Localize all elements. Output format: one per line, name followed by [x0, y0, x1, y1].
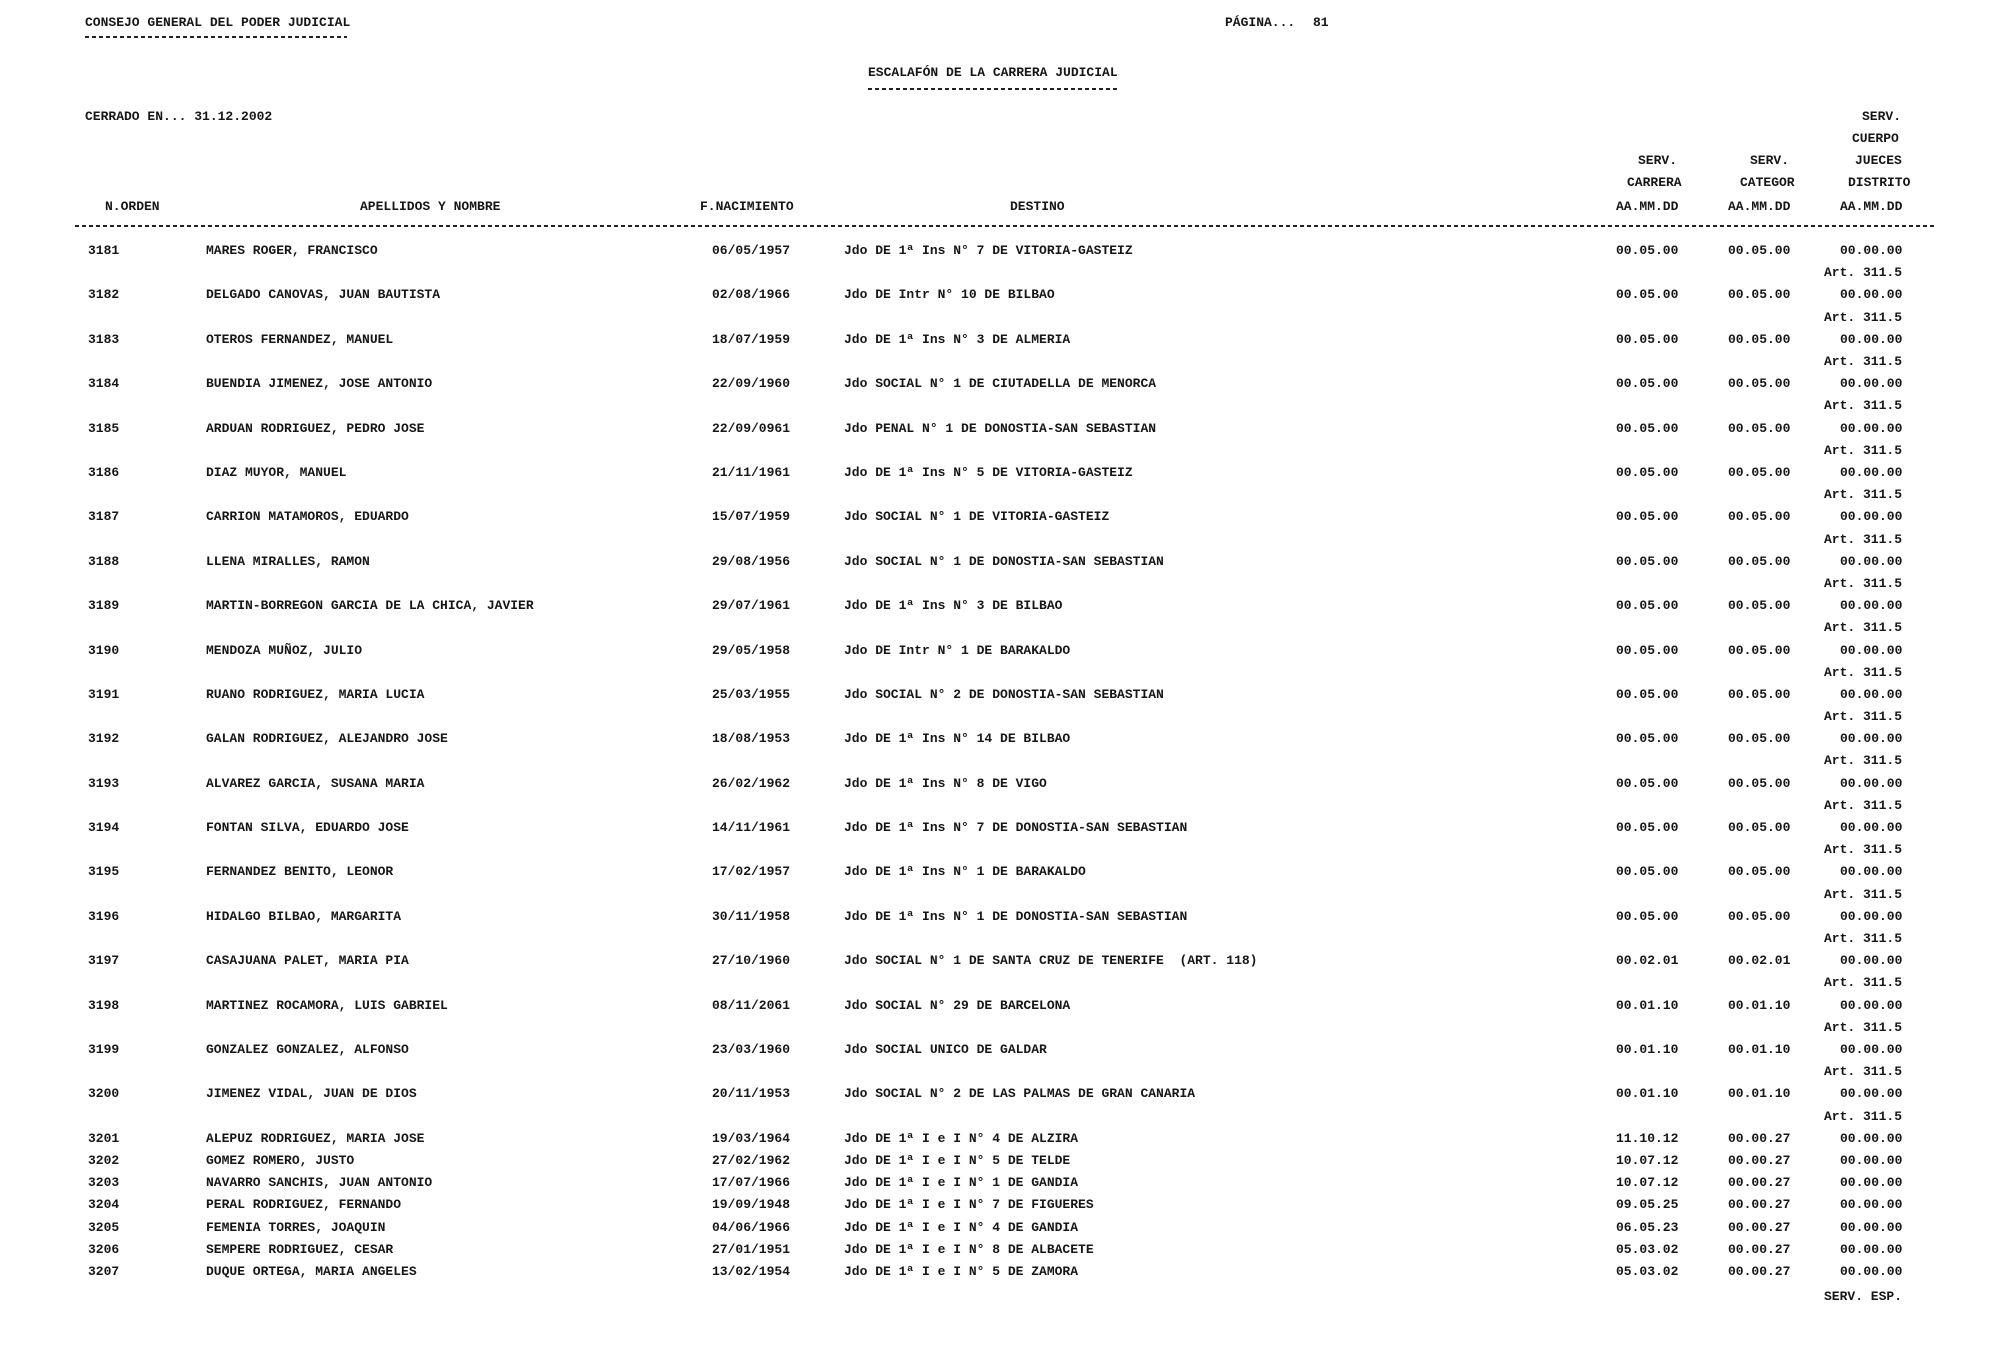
table-row [0, 462, 2000, 506]
page-label: PÁGINA... [1225, 15, 1296, 30]
row-destino: Jdo DE Intr N° 10 DE BILBAO [844, 287, 1055, 303]
row-serv-categor: 00.05.00 [1728, 509, 1791, 525]
row-serv-categor: 00.05.00 [1728, 731, 1791, 747]
row-n-orden: 3196 [88, 908, 120, 924]
row-apellidos: PERAL RODRIGUEZ, FERNANDO [206, 1197, 402, 1213]
row-destino: Jdo SOCIAL N° 1 DE VITORIA-GASTEIZ [844, 509, 1110, 525]
row-apellidos: HIDALGO BILBAO, MARGARITA [206, 908, 402, 924]
row-f-nacimiento: 21/11/1961 [712, 464, 791, 480]
row-apellidos: OTEROS FERNANDEZ, MANUEL [206, 331, 394, 347]
table-row [0, 1039, 2000, 1083]
row-serv-cuerpo: 00.00.00 [1840, 1130, 1903, 1146]
row-n-orden: 3194 [88, 820, 120, 836]
col-header-serv-categor-1: SERV. [1750, 153, 1790, 168]
row-apellidos: RUANO RODRIGUEZ, MARIA LUCIA [206, 686, 425, 702]
row-f-nacimiento: 19/03/1964 [712, 1130, 791, 1146]
row-article-note: Art. 311.5 [1823, 842, 1902, 858]
closed-date: CERRADO EN... 31.12.2002 [85, 109, 273, 124]
row-serv-categor: 00.05.00 [1728, 331, 1791, 347]
row-serv-categor: 00.02.01 [1728, 953, 1791, 969]
row-serv-carrera: 00.05.00 [1616, 509, 1679, 525]
row-article-note: Art. 311.5 [1823, 975, 1902, 991]
table-row [0, 418, 2000, 462]
row-f-nacimiento: 27/01/1951 [712, 1241, 791, 1257]
row-serv-carrera: 00.05.00 [1616, 908, 1679, 924]
org-title-underline [85, 36, 347, 38]
row-n-orden: 3199 [88, 1042, 120, 1058]
row-apellidos: ALEPUZ RODRIGUEZ, MARIA JOSE [206, 1130, 425, 1146]
row-article-note: Art. 311.5 [1823, 709, 1902, 725]
table-row [0, 506, 2000, 550]
row-destino: Jdo DE 1ª I e I N° 5 DE ZAMORA [844, 1263, 1079, 1279]
row-f-nacimiento: 23/03/1960 [712, 1042, 791, 1058]
row-serv-carrera: 00.05.00 [1616, 420, 1679, 436]
row-serv-cuerpo: 00.00.00 [1840, 908, 1903, 924]
row-apellidos: FEMENIA TORRES, JOAQUIN [206, 1219, 386, 1235]
row-serv-categor: 00.05.00 [1728, 775, 1791, 791]
table-row [0, 1150, 2000, 1172]
row-serv-categor: 00.05.00 [1728, 686, 1791, 702]
row-serv-categor: 00.00.27 [1728, 1241, 1791, 1257]
table-row [0, 240, 2000, 284]
row-n-orden: 3187 [88, 509, 120, 525]
row-destino: Jdo SOCIAL N° 1 DE CIUTADELLA DE MENORCA [844, 376, 1157, 392]
row-destino: Jdo DE 1ª Ins N° 7 DE DONOSTIA-SAN SEBASTIAN [844, 820, 1188, 836]
row-n-orden: 3202 [88, 1153, 120, 1168]
row-f-nacimiento: 29/08/1956 [712, 553, 791, 569]
row-serv-carrera: 06.05.23 [1616, 1219, 1679, 1235]
row-n-orden: 3203 [88, 1175, 120, 1191]
col-header-serv-categor-3: AA.MM.DD [1728, 199, 1791, 214]
table-row [0, 728, 2000, 772]
row-destino: Jdo SOCIAL N° 1 DE SANTA CRUZ DE TENERIFE (ART. 118) [844, 953, 1258, 969]
row-serv-carrera: 05.03.02 [1616, 1263, 1679, 1279]
row-serv-cuerpo: 00.00.00 [1840, 997, 1903, 1013]
row-f-nacimiento: 02/08/1966 [712, 287, 791, 303]
row-apellidos: MARTIN-BORREGON GARCIA DE LA CHICA, JAVIER [206, 598, 534, 614]
row-f-nacimiento: 29/07/1961 [712, 598, 791, 614]
row-destino: Jdo DE Intr N° 1 DE BARAKALDO [844, 642, 1071, 658]
row-serv-cuerpo: 00.00.00 [1840, 1197, 1903, 1213]
col-header-serv-carrera-1: SERV. [1638, 153, 1678, 168]
row-article-note: Art. 311.5 [1823, 620, 1902, 636]
row-n-orden: 3190 [88, 642, 120, 658]
row-destino: Jdo SOCIAL UNICO DE GALDAR [844, 1042, 1047, 1058]
row-serv-categor: 00.00.27 [1728, 1263, 1791, 1279]
row-serv-categor: 00.00.27 [1728, 1130, 1791, 1146]
row-serv-cuerpo: 00.00.00 [1840, 243, 1903, 258]
row-article-note: Art. 311.5 [1823, 1019, 1902, 1035]
row-apellidos: GONZALEZ GONZALEZ, ALFONSO [206, 1042, 409, 1058]
row-destino: Jdo DE 1ª Ins N° 5 DE VITORIA-GASTEIZ [844, 464, 1133, 480]
row-destino: Jdo DE 1ª I e I N° 5 DE TELDE [844, 1153, 1071, 1168]
row-apellidos: LLENA MIRALLES, RAMON [206, 553, 370, 569]
row-n-orden: 3182 [88, 287, 120, 303]
row-serv-cuerpo: 00.00.00 [1840, 376, 1903, 392]
row-destino: Jdo DE 1ª Ins N° 1 DE DONOSTIA-SAN SEBASTIAN [844, 908, 1188, 924]
col-header-serv-carrera-2: CARRERA [1627, 175, 1682, 190]
row-destino: Jdo DE 1ª I e I N° 1 DE GANDIA [844, 1175, 1079, 1191]
row-f-nacimiento: 25/03/1955 [712, 686, 791, 702]
row-serv-categor: 00.00.27 [1728, 1153, 1791, 1168]
row-destino: Jdo SOCIAL N° 2 DE DONOSTIA-SAN SEBASTIAN [844, 686, 1164, 702]
row-destino: Jdo DE 1ª I e I N° 4 DE ALZIRA [844, 1130, 1079, 1146]
row-f-nacimiento: 20/11/1953 [712, 1086, 791, 1102]
table-row [0, 1194, 2000, 1216]
row-serv-cuerpo: 00.00.00 [1840, 1086, 1903, 1102]
row-serv-categor: 00.01.10 [1728, 1086, 1791, 1102]
row-apellidos: FERNANDEZ BENITO, LEONOR [206, 864, 394, 880]
table-row [0, 329, 2000, 373]
row-serv-cuerpo: 00.00.00 [1840, 686, 1903, 702]
row-serv-cuerpo: 00.00.00 [1840, 331, 1903, 347]
row-f-nacimiento: 14/11/1961 [712, 820, 791, 836]
row-f-nacimiento: 22/09/0961 [712, 420, 791, 436]
table-row [0, 773, 2000, 817]
col-header-serv-cuerpo-2: CUERPO [1852, 131, 1899, 146]
table-row [0, 1261, 2000, 1283]
row-serv-carrera: 10.07.12 [1616, 1153, 1679, 1168]
header-separator [75, 225, 1935, 227]
row-article-note: Art. 311.5 [1823, 442, 1902, 458]
row-serv-cuerpo: 00.00.00 [1840, 1153, 1903, 1168]
row-destino: Jdo DE 1ª I e I N° 7 DE FIGUERES [844, 1197, 1094, 1213]
table-row [0, 861, 2000, 905]
row-serv-categor: 00.05.00 [1728, 820, 1791, 836]
row-serv-carrera: 00.05.00 [1616, 775, 1679, 791]
row-serv-cuerpo: 00.00.00 [1840, 1219, 1903, 1235]
row-serv-carrera: 00.05.00 [1616, 731, 1679, 747]
row-n-orden: 3200 [88, 1086, 120, 1102]
row-serv-categor: 00.05.00 [1728, 287, 1791, 303]
row-serv-carrera: 00.05.00 [1616, 864, 1679, 880]
col-header-serv-cuerpo-1: SERV. [1862, 109, 1902, 124]
document-title-underline [868, 88, 1120, 90]
row-serv-carrera: 00.01.10 [1616, 1042, 1679, 1058]
row-serv-cuerpo: 00.00.00 [1840, 953, 1903, 969]
row-serv-cuerpo: 00.00.00 [1840, 731, 1903, 747]
row-serv-categor: 00.05.00 [1728, 420, 1791, 436]
row-article-note: Art. 311.5 [1823, 886, 1902, 902]
row-serv-cuerpo: 00.00.00 [1840, 464, 1903, 480]
row-n-orden: 3188 [88, 553, 120, 569]
row-serv-cuerpo: 00.00.00 [1840, 864, 1903, 880]
row-apellidos: JIMENEZ VIDAL, JUAN DE DIOS [206, 1086, 417, 1102]
col-header-serv-categor-2: CATEGOR [1740, 175, 1795, 190]
row-article-note: Art. 311.5 [1823, 797, 1902, 813]
row-n-orden: 3185 [88, 420, 120, 436]
row-f-nacimiento: 27/02/1962 [712, 1153, 791, 1168]
row-article-note: Art. 311.5 [1823, 398, 1902, 414]
row-article-note: Art. 311.5 [1823, 575, 1902, 591]
row-serv-categor: 00.05.00 [1728, 642, 1791, 658]
row-f-nacimiento: 08/11/2061 [712, 997, 791, 1013]
table-row [0, 284, 2000, 328]
row-destino: Jdo DE 1ª I e I N° 4 DE GANDIA [844, 1219, 1079, 1235]
row-destino: Jdo DE 1ª Ins N° 3 DE BILBAO [844, 598, 1063, 614]
table-row [0, 906, 2000, 950]
row-serv-categor: 00.05.00 [1728, 908, 1791, 924]
row-apellidos: CARRION MATAMOROS, EDUARDO [206, 509, 409, 525]
row-apellidos: ARDUAN RODRIGUEZ, PEDRO JOSE [206, 420, 425, 436]
row-apellidos: MARES ROGER, FRANCISCO [206, 243, 378, 258]
row-serv-cuerpo: 00.00.00 [1840, 820, 1903, 836]
row-article-note: Art. 311.5 [1823, 664, 1902, 680]
table-row [0, 684, 2000, 728]
table-body [0, 240, 2000, 1283]
document-title: ESCALAFÓN DE LA CARRERA JUDICIAL [868, 65, 1118, 80]
row-f-nacimiento: 18/07/1959 [712, 331, 791, 347]
row-serv-cuerpo: 00.00.00 [1840, 509, 1903, 525]
table-row [0, 1239, 2000, 1261]
row-n-orden: 3186 [88, 464, 120, 480]
row-apellidos: BUENDIA JIMENEZ, JOSE ANTONIO [206, 376, 433, 392]
table-row [0, 950, 2000, 994]
row-serv-carrera: 00.05.00 [1616, 642, 1679, 658]
row-apellidos: GALAN RODRIGUEZ, ALEJANDRO JOSE [206, 731, 448, 747]
row-article-note: Art. 311.5 [1823, 931, 1902, 947]
table-row [0, 373, 2000, 417]
row-serv-categor: 00.05.00 [1728, 598, 1791, 614]
row-serv-categor: 00.01.10 [1728, 1042, 1791, 1058]
row-f-nacimiento: 17/02/1957 [712, 864, 791, 880]
row-serv-cuerpo: 00.00.00 [1840, 553, 1903, 569]
col-header-f-nacimiento: F.NACIMIENTO [700, 199, 794, 214]
row-serv-carrera: 11.10.12 [1616, 1130, 1679, 1146]
row-article-note: Art. 311.5 [1823, 753, 1902, 769]
row-n-orden: 3184 [88, 376, 120, 392]
row-serv-carrera: 00.05.00 [1616, 553, 1679, 569]
row-serv-carrera: 00.02.01 [1616, 953, 1679, 969]
row-serv-categor: 00.05.00 [1728, 464, 1791, 480]
row-n-orden: 3198 [88, 997, 120, 1013]
col-header-n-orden: N.ORDEN [105, 199, 160, 214]
row-f-nacimiento: 15/07/1959 [712, 509, 791, 525]
row-f-nacimiento: 18/08/1953 [712, 731, 791, 747]
col-header-destino: DESTINO [1010, 199, 1065, 214]
row-serv-carrera: 00.05.00 [1616, 243, 1679, 258]
row-serv-cuerpo: 00.00.00 [1840, 420, 1903, 436]
row-article-note: Art. 311.5 [1823, 265, 1902, 281]
row-serv-carrera: 00.05.00 [1616, 686, 1679, 702]
org-title: CONSEJO GENERAL DEL PODER JUDICIAL [85, 15, 351, 30]
footer-serv-esp: SERV. ESP. [1823, 1289, 1902, 1304]
table-row [0, 1083, 2000, 1127]
row-article-note: Art. 311.5 [1823, 487, 1902, 503]
row-serv-carrera: 00.05.00 [1616, 287, 1679, 303]
row-serv-categor: 00.05.00 [1728, 864, 1791, 880]
table-row [0, 595, 2000, 639]
row-n-orden: 3205 [88, 1219, 120, 1235]
row-serv-categor: 00.00.27 [1728, 1175, 1791, 1191]
row-article-note: Art. 311.5 [1823, 309, 1902, 325]
row-serv-carrera: 00.05.00 [1616, 464, 1679, 480]
row-serv-cuerpo: 00.00.00 [1840, 1042, 1903, 1058]
row-f-nacimiento: 27/10/1960 [712, 953, 791, 969]
row-apellidos: GOMEZ ROMERO, JUSTO [206, 1153, 355, 1168]
row-n-orden: 3204 [88, 1197, 120, 1213]
row-destino: Jdo DE 1ª I e I N° 8 DE ALBACETE [844, 1241, 1094, 1257]
row-destino: Jdo DE 1ª Ins N° 7 DE VITORIA-GASTEIZ [844, 243, 1133, 258]
table-row [0, 1172, 2000, 1194]
row-apellidos: DELGADO CANOVAS, JUAN BAUTISTA [206, 287, 441, 303]
row-serv-cuerpo: 00.00.00 [1840, 1175, 1903, 1191]
table-row [0, 995, 2000, 1039]
row-apellidos: DUQUE ORTEGA, MARIA ANGELES [206, 1263, 417, 1279]
row-serv-categor: 00.05.00 [1728, 553, 1791, 569]
row-apellidos: MENDOZA MUÑOZ, JULIO [206, 642, 363, 658]
row-serv-carrera: 09.05.25 [1616, 1197, 1679, 1213]
row-destino: Jdo DE 1ª Ins N° 14 DE BILBAO [844, 731, 1071, 747]
row-n-orden: 3195 [88, 864, 120, 880]
row-f-nacimiento: 22/09/1960 [712, 376, 791, 392]
row-apellidos: MARTINEZ ROCAMORA, LUIS GABRIEL [206, 997, 448, 1013]
row-serv-cuerpo: 00.00.00 [1840, 598, 1903, 614]
row-destino: Jdo PENAL N° 1 DE DONOSTIA-SAN SEBASTIAN [844, 420, 1157, 436]
row-destino: Jdo DE 1ª Ins N° 1 DE BARAKALDO [844, 864, 1086, 880]
row-serv-categor: 00.00.27 [1728, 1219, 1791, 1235]
row-serv-carrera: 10.07.12 [1616, 1175, 1679, 1191]
row-n-orden: 3181 [88, 243, 120, 258]
col-header-serv-cuerpo-3: JUECES [1855, 153, 1902, 168]
row-serv-carrera: 00.05.00 [1616, 820, 1679, 836]
row-n-orden: 3191 [88, 686, 120, 702]
row-n-orden: 3207 [88, 1263, 120, 1279]
row-destino: Jdo DE 1ª Ins N° 8 DE VIGO [844, 775, 1047, 791]
col-header-apellidos: APELLIDOS Y NOMBRE [360, 199, 501, 214]
row-apellidos: FONTAN SILVA, EDUARDO JOSE [206, 820, 409, 836]
row-apellidos: NAVARRO SANCHIS, JUAN ANTONIO [206, 1175, 433, 1191]
row-serv-cuerpo: 00.00.00 [1840, 775, 1903, 791]
row-n-orden: 3193 [88, 775, 120, 791]
row-f-nacimiento: 13/02/1954 [712, 1263, 791, 1279]
row-serv-carrera: 00.01.10 [1616, 997, 1679, 1013]
row-serv-categor: 00.01.10 [1728, 997, 1791, 1013]
row-serv-cuerpo: 00.00.00 [1840, 1263, 1903, 1279]
row-serv-cuerpo: 00.00.00 [1840, 642, 1903, 658]
row-f-nacimiento: 06/05/1957 [712, 243, 791, 258]
table-row [0, 1128, 2000, 1150]
row-n-orden: 3192 [88, 731, 120, 747]
row-n-orden: 3183 [88, 331, 120, 347]
row-apellidos: CASAJUANA PALET, MARIA PIA [206, 953, 409, 969]
row-serv-carrera: 00.01.10 [1616, 1086, 1679, 1102]
row-serv-cuerpo: 00.00.00 [1840, 287, 1903, 303]
col-header-serv-cuerpo-5: AA.MM.DD [1840, 199, 1903, 214]
row-serv-cuerpo: 00.00.00 [1840, 1241, 1903, 1257]
row-serv-carrera: 05.03.02 [1616, 1241, 1679, 1257]
row-article-note: Art. 311.5 [1823, 353, 1902, 369]
row-f-nacimiento: 30/11/1958 [712, 908, 791, 924]
row-n-orden: 3197 [88, 953, 120, 969]
row-apellidos: DIAZ MUYOR, MANUEL [206, 464, 347, 480]
row-serv-carrera: 00.05.00 [1616, 331, 1679, 347]
row-serv-categor: 00.05.00 [1728, 243, 1791, 258]
col-header-serv-cuerpo-4: DISTRITO [1848, 175, 1911, 190]
page-number: 81 [1313, 15, 1329, 30]
row-n-orden: 3206 [88, 1241, 120, 1257]
table-row [0, 1217, 2000, 1239]
row-apellidos: SEMPERE RODRIGUEZ, CESAR [206, 1241, 394, 1257]
row-destino: Jdo SOCIAL N° 2 DE LAS PALMAS DE GRAN CANARIA [844, 1086, 1196, 1102]
row-article-note: Art. 311.5 [1823, 1108, 1902, 1124]
row-f-nacimiento: 17/07/1966 [712, 1175, 791, 1191]
row-article-note: Art. 311.5 [1823, 1064, 1902, 1080]
table-row [0, 551, 2000, 595]
row-serv-categor: 00.05.00 [1728, 376, 1791, 392]
row-destino: Jdo DE 1ª Ins N° 3 DE ALMERIA [844, 331, 1071, 347]
row-n-orden: 3201 [88, 1130, 120, 1146]
row-f-nacimiento: 26/02/1962 [712, 775, 791, 791]
row-destino: Jdo SOCIAL N° 1 DE DONOSTIA-SAN SEBASTIAN [844, 553, 1164, 569]
row-serv-carrera: 00.05.00 [1616, 598, 1679, 614]
col-header-serv-carrera-3: AA.MM.DD [1616, 199, 1679, 214]
row-f-nacimiento: 19/09/1948 [712, 1197, 791, 1213]
row-f-nacimiento: 29/05/1958 [712, 642, 791, 658]
table-row [0, 640, 2000, 684]
row-apellidos: ALVAREZ GARCIA, SUSANA MARIA [206, 775, 425, 791]
row-serv-categor: 00.00.27 [1728, 1197, 1791, 1213]
row-destino: Jdo SOCIAL N° 29 DE BARCELONA [844, 997, 1071, 1013]
row-serv-carrera: 00.05.00 [1616, 376, 1679, 392]
row-article-note: Art. 311.5 [1823, 531, 1902, 547]
table-row [0, 817, 2000, 861]
row-f-nacimiento: 04/06/1966 [712, 1219, 791, 1235]
row-n-orden: 3189 [88, 598, 120, 614]
